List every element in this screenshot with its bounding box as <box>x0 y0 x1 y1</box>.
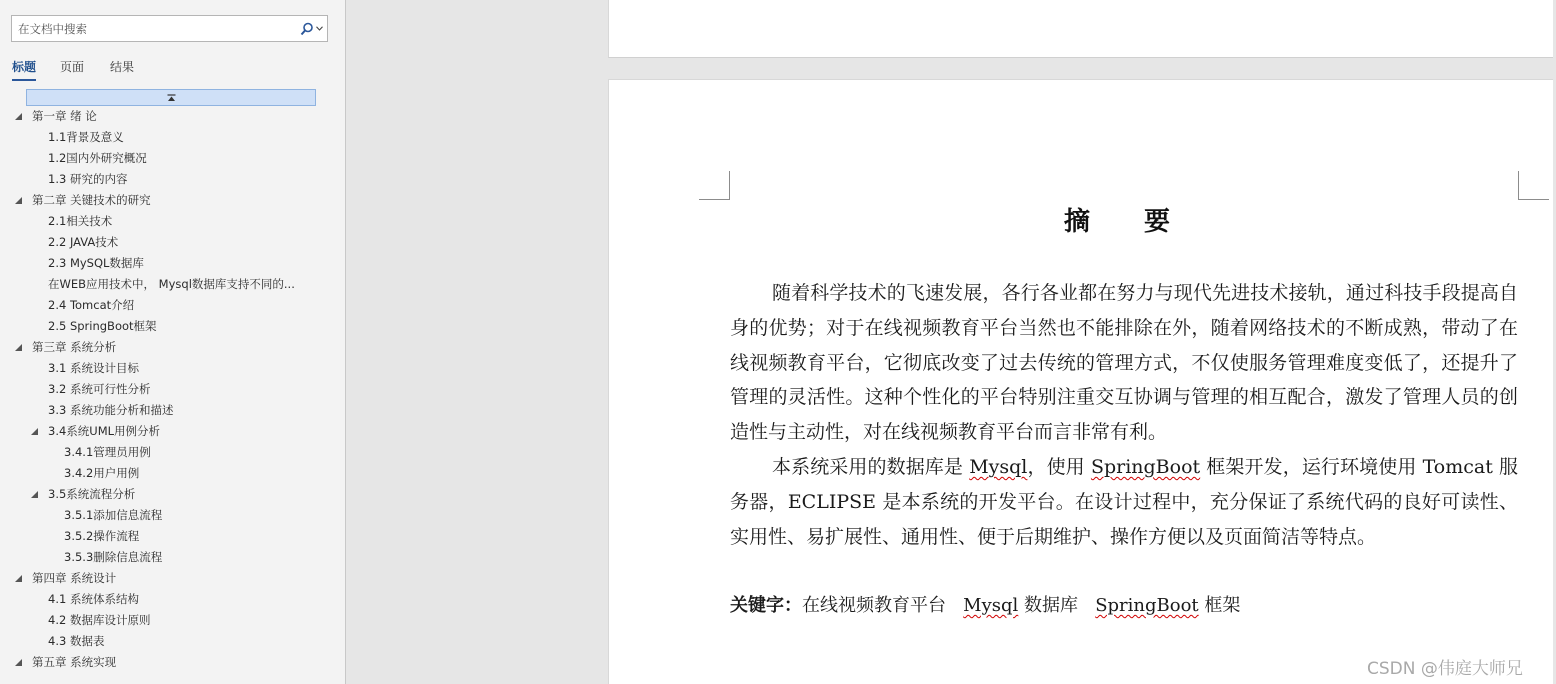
heading-item[interactable] <box>0 148 346 169</box>
keyword: 在线视频教育平台 <box>802 595 946 616</box>
heading-item-label: 在WEB应用技术中， Mysql数据库支持不同的... <box>48 277 295 291</box>
heading-item-label: 第三章 系统分析 <box>32 340 117 354</box>
para2-text: ，使用 <box>1027 456 1091 478</box>
heading-item[interactable] <box>0 232 346 253</box>
heading-item-label: 3.4.1管理员用例 <box>64 445 151 459</box>
abstract-paragraph-1: 随着科学技术的飞速发展，各行各业都在努力与现代先进技术接轨，通过科技手段提高自身的优势；对于在线视频教育平台当然也不能排除在外，随着网络技术的不断成熟，带动了在线视频教育平台，它彻底改变了过去传统的管理方式，不仅使服务管理难度变低了，还提升了管理的灵活性。这种个性化的平台特别注重交互协调与管理的相互配合，激发了管理人员的创造性与主动性，对在线视频教育平台而言非常有利。 <box>730 282 1518 444</box>
search-input[interactable] <box>12 16 296 41</box>
expand-triangle-icon[interactable] <box>31 428 38 435</box>
para2-text: 本系统采用的数据库是 <box>772 456 970 478</box>
heading-item-label: 3.2 系统可行性分析 <box>48 382 151 396</box>
heading-item[interactable] <box>0 358 346 379</box>
heading-item[interactable] <box>0 127 346 148</box>
search-box <box>11 15 328 42</box>
search-button[interactable] <box>297 19 325 38</box>
heading-item[interactable] <box>0 568 346 589</box>
heading-item[interactable] <box>0 379 346 400</box>
heading-item[interactable] <box>0 106 346 127</box>
heading-item[interactable] <box>0 526 346 547</box>
heading-item-label: 2.5 SpringBoot框架 <box>48 319 157 333</box>
heading-item[interactable] <box>0 463 346 484</box>
keywords-label: 关键字： <box>730 595 802 616</box>
heading-item[interactable] <box>0 442 346 463</box>
heading-item[interactable] <box>0 400 346 421</box>
heading-item[interactable] <box>0 190 346 211</box>
keyword: SpringBoot <box>1095 595 1199 616</box>
heading-item-label: 3.5系统流程分析 <box>48 487 136 501</box>
keyword: Mysql <box>963 595 1019 616</box>
heading-item-label: 3.4系统UML用例分析 <box>48 424 161 438</box>
heading-item-label: 3.5.1添加信息流程 <box>64 508 163 522</box>
heading-item-label: 3.1 系统设计目标 <box>48 361 139 375</box>
previous-page <box>608 0 1553 58</box>
spellcheck-word: Mysql <box>969 456 1028 478</box>
expand-triangle-icon[interactable] <box>15 197 22 204</box>
heading-item[interactable] <box>0 631 346 652</box>
heading-item[interactable] <box>0 652 346 673</box>
document-title: 摘 要 <box>1063 207 1184 237</box>
heading-item-label: 3.3 系统功能分析和描述 <box>48 403 174 417</box>
collapse-all-button[interactable] <box>26 89 316 106</box>
heading-item[interactable] <box>0 274 346 295</box>
heading-item-label: 3.4.2用户用例 <box>64 466 140 480</box>
expand-triangle-icon[interactable] <box>15 113 22 120</box>
heading-item-label: 4.2 数据库设计原则 <box>48 613 151 627</box>
search-icon <box>300 22 314 36</box>
heading-tree <box>0 106 346 673</box>
heading-item-label: 第五章 系统实现 <box>32 655 117 669</box>
heading-item[interactable] <box>0 253 346 274</box>
heading-item[interactable] <box>0 169 346 190</box>
expand-triangle-icon[interactable] <box>15 659 22 666</box>
para2-text: 框架开发，运行环境使用 Tomcat 服务器，ECLIPSE 是本系统的开发平台。在设计过程中，充分保证了系统代码的良好可读性、实用性、易扩展性、通用性、便于后期维护、操作方便以及页面简洁等特点。 <box>730 456 1518 548</box>
heading-item[interactable] <box>0 295 346 316</box>
heading-item-label: 4.3 数据表 <box>48 634 105 648</box>
tab-results[interactable]: 结果 <box>110 60 135 74</box>
keywords-line <box>730 589 1518 623</box>
heading-item[interactable] <box>0 484 346 505</box>
heading-item[interactable] <box>0 337 346 358</box>
abstract-paragraph-2 <box>730 450 1518 554</box>
heading-item-label: 3.5.3删除信息流程 <box>64 550 163 564</box>
navigation-pane <box>0 0 346 684</box>
tab-headings[interactable]: 标题 <box>12 58 36 81</box>
expand-triangle-icon[interactable] <box>31 491 38 498</box>
collapse-up-icon <box>167 94 176 102</box>
heading-item-label: 4.1 系统体系结构 <box>48 592 139 606</box>
spellcheck-word: SpringBoot <box>1090 456 1201 478</box>
heading-item[interactable] <box>0 316 346 337</box>
heading-item-label: 3.5.2操作流程 <box>64 529 140 543</box>
chevron-down-icon <box>316 26 323 31</box>
heading-item[interactable] <box>0 211 346 232</box>
crop-mark-left <box>699 171 730 200</box>
expand-triangle-icon[interactable] <box>15 344 22 351</box>
heading-item-label: 第一章 绪 论 <box>32 109 97 123</box>
expand-triangle-icon[interactable] <box>15 575 22 582</box>
crop-mark-right <box>1518 171 1549 200</box>
heading-item-label: 第二章 关键技术的研究 <box>32 193 151 207</box>
keyword: 框架 <box>1204 595 1241 616</box>
heading-item[interactable] <box>0 505 346 526</box>
heading-item-label: 1.3 研究的内容 <box>48 172 128 186</box>
keyword: 数据库 <box>1024 595 1079 616</box>
tab-pages[interactable]: 页面 <box>60 60 85 74</box>
heading-item[interactable] <box>0 589 346 610</box>
heading-item[interactable] <box>0 421 346 442</box>
heading-item-label: 2.2 JAVA技术 <box>48 235 119 249</box>
heading-item[interactable] <box>0 547 346 568</box>
heading-item-label: 1.1背景及意义 <box>48 130 124 144</box>
heading-item-label: 2.3 MySQL数据库 <box>48 256 144 270</box>
heading-item-label: 1.2国内外研究概况 <box>48 151 147 165</box>
heading-item[interactable] <box>0 610 346 631</box>
heading-item-label: 第四章 系统设计 <box>32 571 117 585</box>
watermark: CSDN @伟庭大师兄 <box>1367 659 1523 679</box>
heading-item-label: 2.4 Tomcat介绍 <box>48 298 135 312</box>
heading-item-label: 2.1相关技术 <box>48 214 113 228</box>
